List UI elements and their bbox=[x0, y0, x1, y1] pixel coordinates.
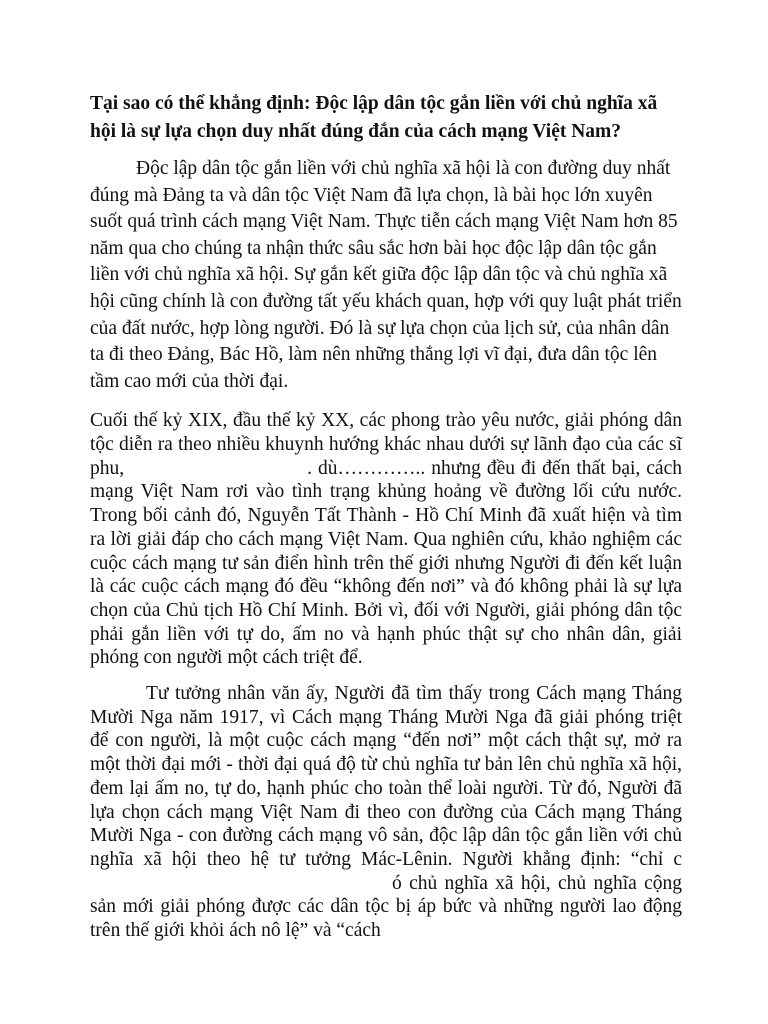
document-title: Tại sao có thể khẳng định: Độc lập dân tộc gắn liền với chủ nghĩa xã hội là sự lựa chọn duy nhất đúng đắn của cách mạng Việt Nam? bbox=[90, 93, 658, 142]
paragraph-2-text-b: . dù………….. nhưng đều đi đến thất bại, cách mạng Việt Nam rơi vào tình trạng khủng hoảng về đường lối cứu nước. Trong bối cảnh đó, Nguyễn Tất Thành - Hồ Chí Minh đã xuất hiện và tìm ra lời giải đáp cho cách mạng Việt Nam. Qua nghiên cứu, khảo nghiệm các cuộc cách mạng tư sản điển hình trên thế giới nhưng Người đi đến kết luận là các cuộc cách mạng đó đều “không đến nơi” và đó không phải là sự lựa chọn của Chủ tịch Hồ Chí Minh. Bởi vì, đối với Người, giải phóng dân tộc phải gắn liền với tự do, ấm no và hạnh phúc thật sự cho nhân dân, giải phóng con người một cách triệt để. bbox=[90, 457, 682, 669]
paragraph-3-text-a: Tư tưởng nhân văn ấy, Người đã tìm thấy trong Cách mạng Tháng Mười Nga năm 1917, vì Cách mạng Tháng Mười Nga đã giải phóng triệt để con người, là một cuộc cách mạng “đến nơi” một cách thật sự, mở ra một thời đại mới - thời đại quá độ từ chủ nghĩa tư bản lên chủ nghĩa xã hội, đem lại ấm no, tự do, hạnh phúc cho toàn thể loài người. Từ đó, Người đã lựa chọn cách mạng Việt Nam đi theo con đường của Cách mạng Tháng Mười Nga - con đường cách mạng vô sản, độc lập dân tộc gắn liền với chủ nghĩa xã hội theo hệ tư tưởng Mác-Lênin. Người khẳng định: “chỉ c bbox=[90, 683, 682, 870]
paragraph-2-text-a: Cuối thế kỷ XIX, đầu thế kỷ XX, các phong trào yêu nước, giải phóng dân tộc diễn ra theo nhiều khuynh hướng khác nhau dưới sự lãnh đạo của các sĩ phu, bbox=[90, 410, 682, 479]
paragraph-3 bbox=[90, 682, 682, 943]
paragraph-3-text-b: ó chủ nghĩa xã hội, chủ nghĩa cộng sản mới giải phóng được các dân tộc bị áp bức và những người lao động trên thế giới khỏi ách nô lệ” và “cách bbox=[90, 872, 682, 942]
paragraph-1 bbox=[90, 156, 682, 395]
paragraph-2 bbox=[90, 409, 682, 670]
paragraph-1-text: Độc lập dân tộc gắn liền với chủ nghĩa xã hội là con đường duy nhất đúng mà Đảng ta và dân tộc Việt Nam đã lựa chọn, là bài học lớn xuyên suốt quá trình cách mạng Việt Nam. Thực tiễn cách mạng Việt Nam hơn 85 năm qua cho chúng ta nhận thức sâu sắc hơn bài học độc lập dân tộc gắn liền với chủ nghĩa xã hội. Sự gắn kết giữa độc lập dân tộc và chủ nghĩa xã hội cũng chính là con đường tất yếu khách quan, hợp với quy luật phát triển của đất nước, hợp lòng người. Đó là sự lựa chọn của lịch sử, của nhân dân ta đi theo Đảng, Bác Hồ, làm nên những thắng lợi vĩ đại, đưa dân tộc lên tầm cao mới của thời đại. bbox=[90, 158, 682, 392]
